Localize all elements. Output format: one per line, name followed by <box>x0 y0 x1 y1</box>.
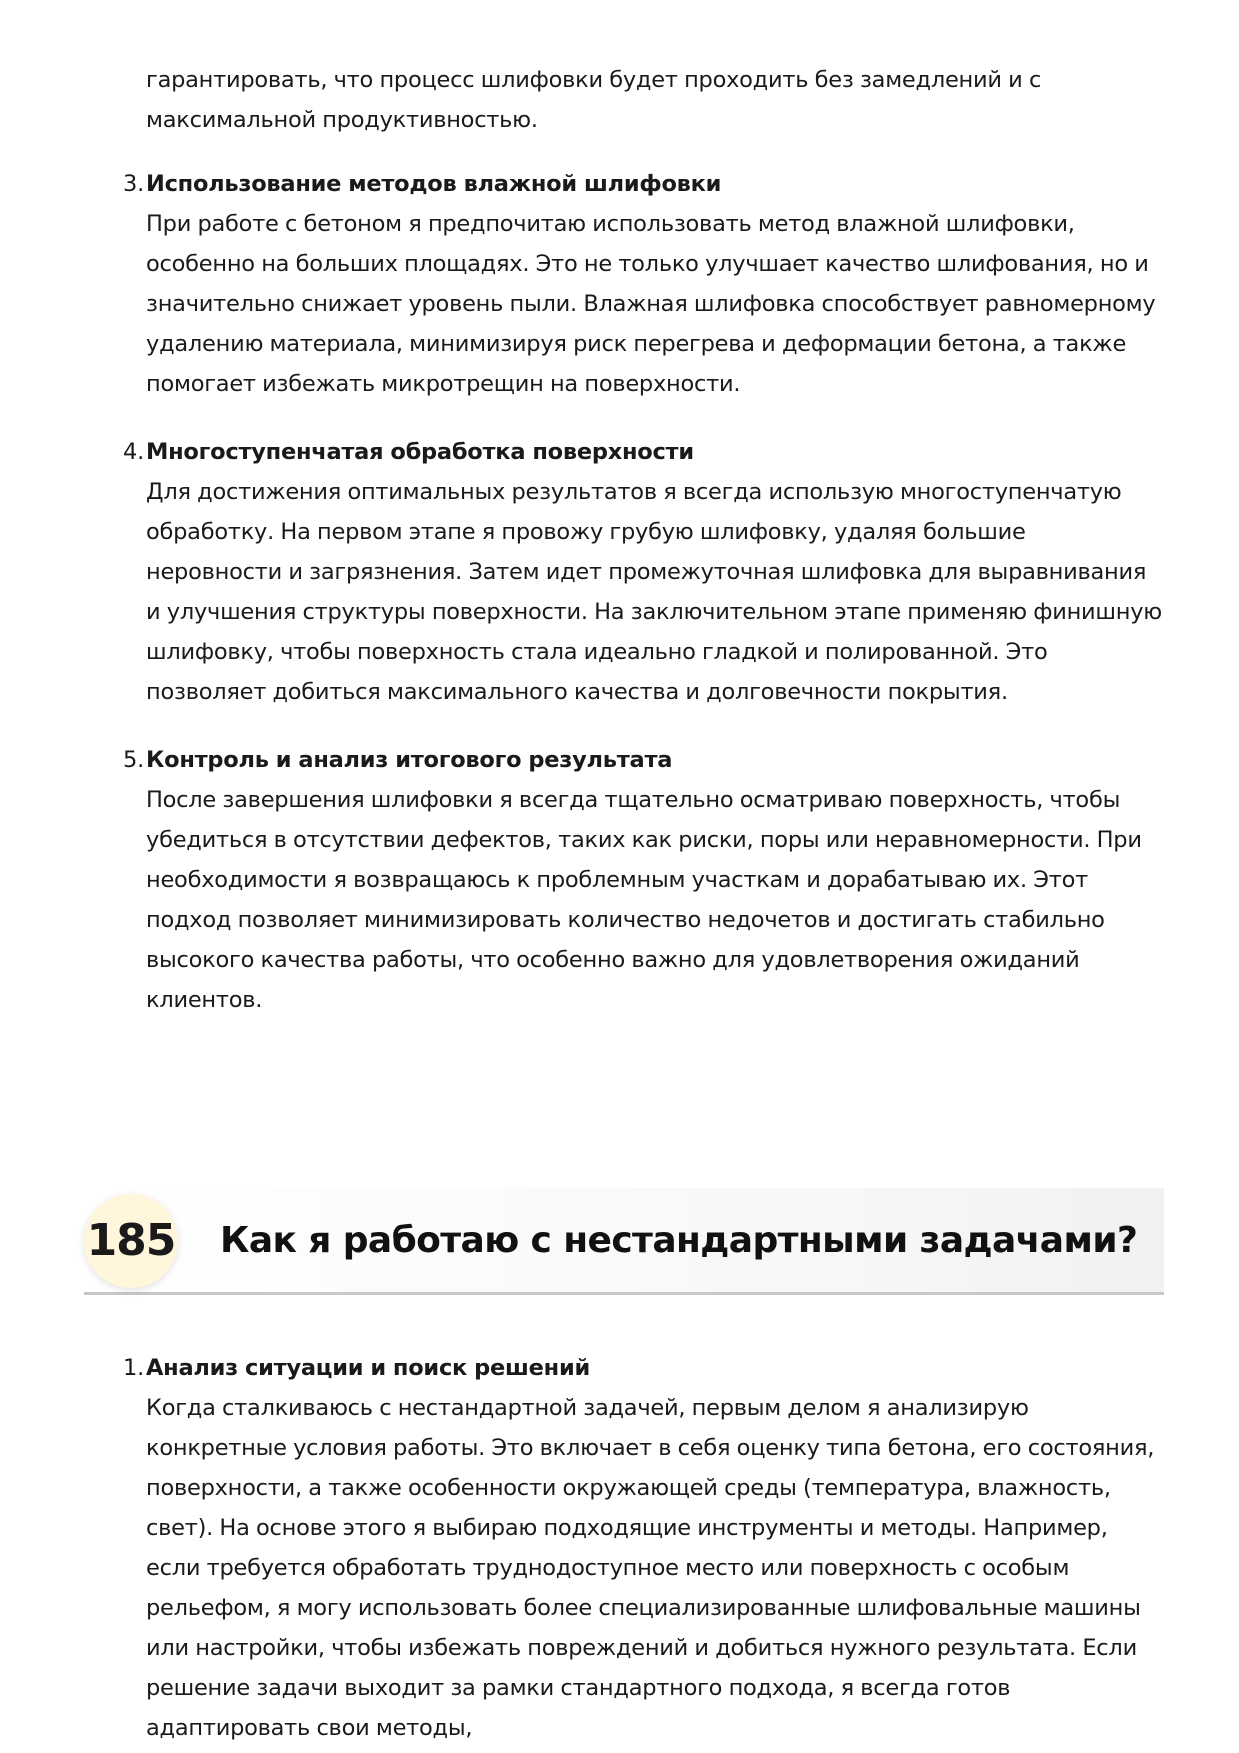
list-item-body: При работе с бетоном я предпочитаю использовать метод влажной шлифовки, особенно на больших площадях. Это не только улучшает качество шлифования, но и значительно снижает уровень пыли. Влажная шлифовка способствует равномерному удалению материала, минимизируя риск перегрева и деформации бетона, а также помогает избежать микротрещин на поверхности. <box>146 211 1156 397</box>
list-number: 3. <box>123 171 144 197</box>
list-item-title: Использование методов влажной шлифовки <box>146 171 722 197</box>
list-item-title: Анализ ситуации и поиск решений <box>146 1355 590 1381</box>
section-divider <box>84 1292 1164 1295</box>
list-item-body: После завершения шлифовки я всегда тщательно осматриваю поверхность, чтобы убедиться в отсутствии дефектов, таких как риски, поры или неравномерности. При необходимости я возвращаюсь к проблемным участкам и дорабатываю их. Этот подход позволяет минимизировать количество недочетов и достигать стабильно высокого качества работы, что особенно важно для удовлетворения ожиданий клиентов. <box>146 787 1142 1013</box>
section-number: 185 <box>86 1215 176 1266</box>
section-header <box>84 1188 1164 1296</box>
list-number: 4. <box>123 439 144 465</box>
intro-paragraph: гарантировать, что процесс шлифовки будет проходить без замедлений и с максимальной продуктивностью. <box>146 67 1042 133</box>
section-list-item-1 <box>123 1348 1166 1748</box>
list-item-4 <box>123 432 1166 712</box>
list-number: 5. <box>123 747 144 773</box>
list-item-title: Многоступенчатая обработка поверхности <box>146 439 694 465</box>
list-item-5 <box>123 740 1166 1020</box>
list-item-title: Контроль и анализ итогового результата <box>146 747 673 773</box>
list-item-body: Для достижения оптимальных результатов я всегда использую многоступенчатую обработку. На первом этапе я провожу грубую шлифовку, удаляя большие неровности и загрязнения. Затем идет промежуточная шлифовка для выравнивания и улучшения структуры поверхности. На заключительном этапе применяю финишную шлифовку, чтобы поверхность стала идеально гладкой и полированной. Это позволяет добиться максимального качества и долговечности покрытия. <box>146 479 1162 705</box>
list-item-3 <box>123 164 1166 404</box>
list-item-body: Когда сталкиваюсь с нестандартной задачей, первым делом я анализирую конкретные условия работы. Это включает в себя оценку типа бетона, его состояния, поверхности, а также особенности окружающей среды (температура, влажность, свет). На основе этого я выбираю подходящие инструменты и методы. Например, если требуется обработать труднодоступное место или поверхность с особым рельефом, я могу использовать более специализированные шлифовальные машины или настройки, чтобы избежать повреждений и добиться нужного результата. Если решение задачи выходит за рамки стандартного подхода, я всегда готов адаптировать свои методы, <box>146 1395 1155 1741</box>
section-heading: Как я работаю с нестандартными задачами? <box>220 1220 1138 1261</box>
list-number: 1. <box>123 1355 144 1381</box>
